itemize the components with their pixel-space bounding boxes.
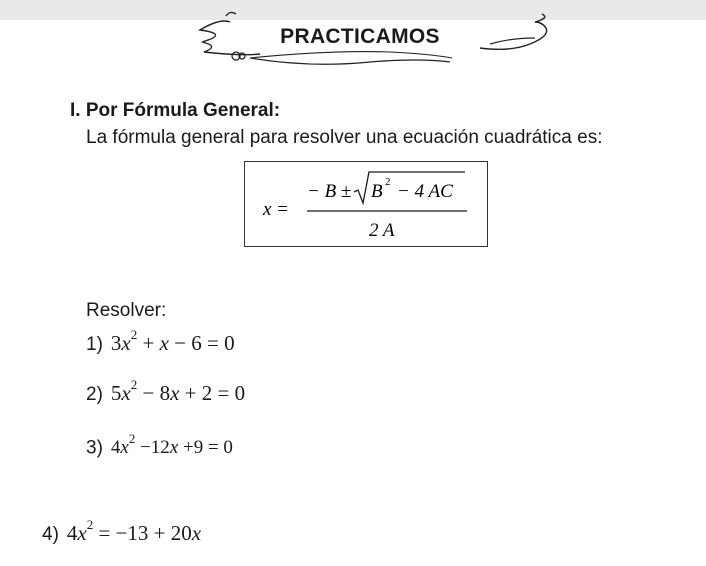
quadratic-formula — [245, 162, 489, 248]
problem-equation: $5x^2 - 8x + 2 = 0$ — [110, 377, 246, 405]
formula-radicand-exponent: 2 — [385, 176, 391, 188]
formula-lhs: x = — [263, 199, 290, 220]
formula-numerator-lead: − B ± — [307, 181, 352, 202]
problem-number: 4) — [42, 524, 59, 545]
problem-number: 1) — [86, 334, 103, 355]
problem-item — [42, 517, 202, 546]
problem-equation: $4x^2 -12x +9 = 0$ — [110, 431, 233, 459]
formula-denominator: 2 A — [369, 220, 395, 241]
problem-item — [86, 327, 235, 356]
quadratic-formula-box — [244, 161, 488, 247]
title-banner — [190, 8, 570, 74]
formula-radicand-base: B — [371, 181, 383, 202]
formula-radicand-rest: − 4 AC — [397, 181, 453, 202]
problem-number: 2) — [86, 384, 103, 405]
intro-text: La fórmula general para resolver una ecuación cuadrática es: — [86, 127, 603, 148]
problem-item — [86, 431, 233, 459]
resolver-label: Resolver: — [86, 300, 167, 321]
page-title: PRACTICAMOS — [280, 25, 440, 48]
section-heading: I. Por Fórmula General: — [70, 100, 281, 121]
problem-equation: $4x^2 = -13 + 20x$ — [66, 517, 202, 545]
problem-equation: $3x^2 + x - 6 = 0$ — [110, 327, 235, 355]
problem-item — [86, 377, 246, 406]
problem-number: 3) — [86, 437, 103, 459]
